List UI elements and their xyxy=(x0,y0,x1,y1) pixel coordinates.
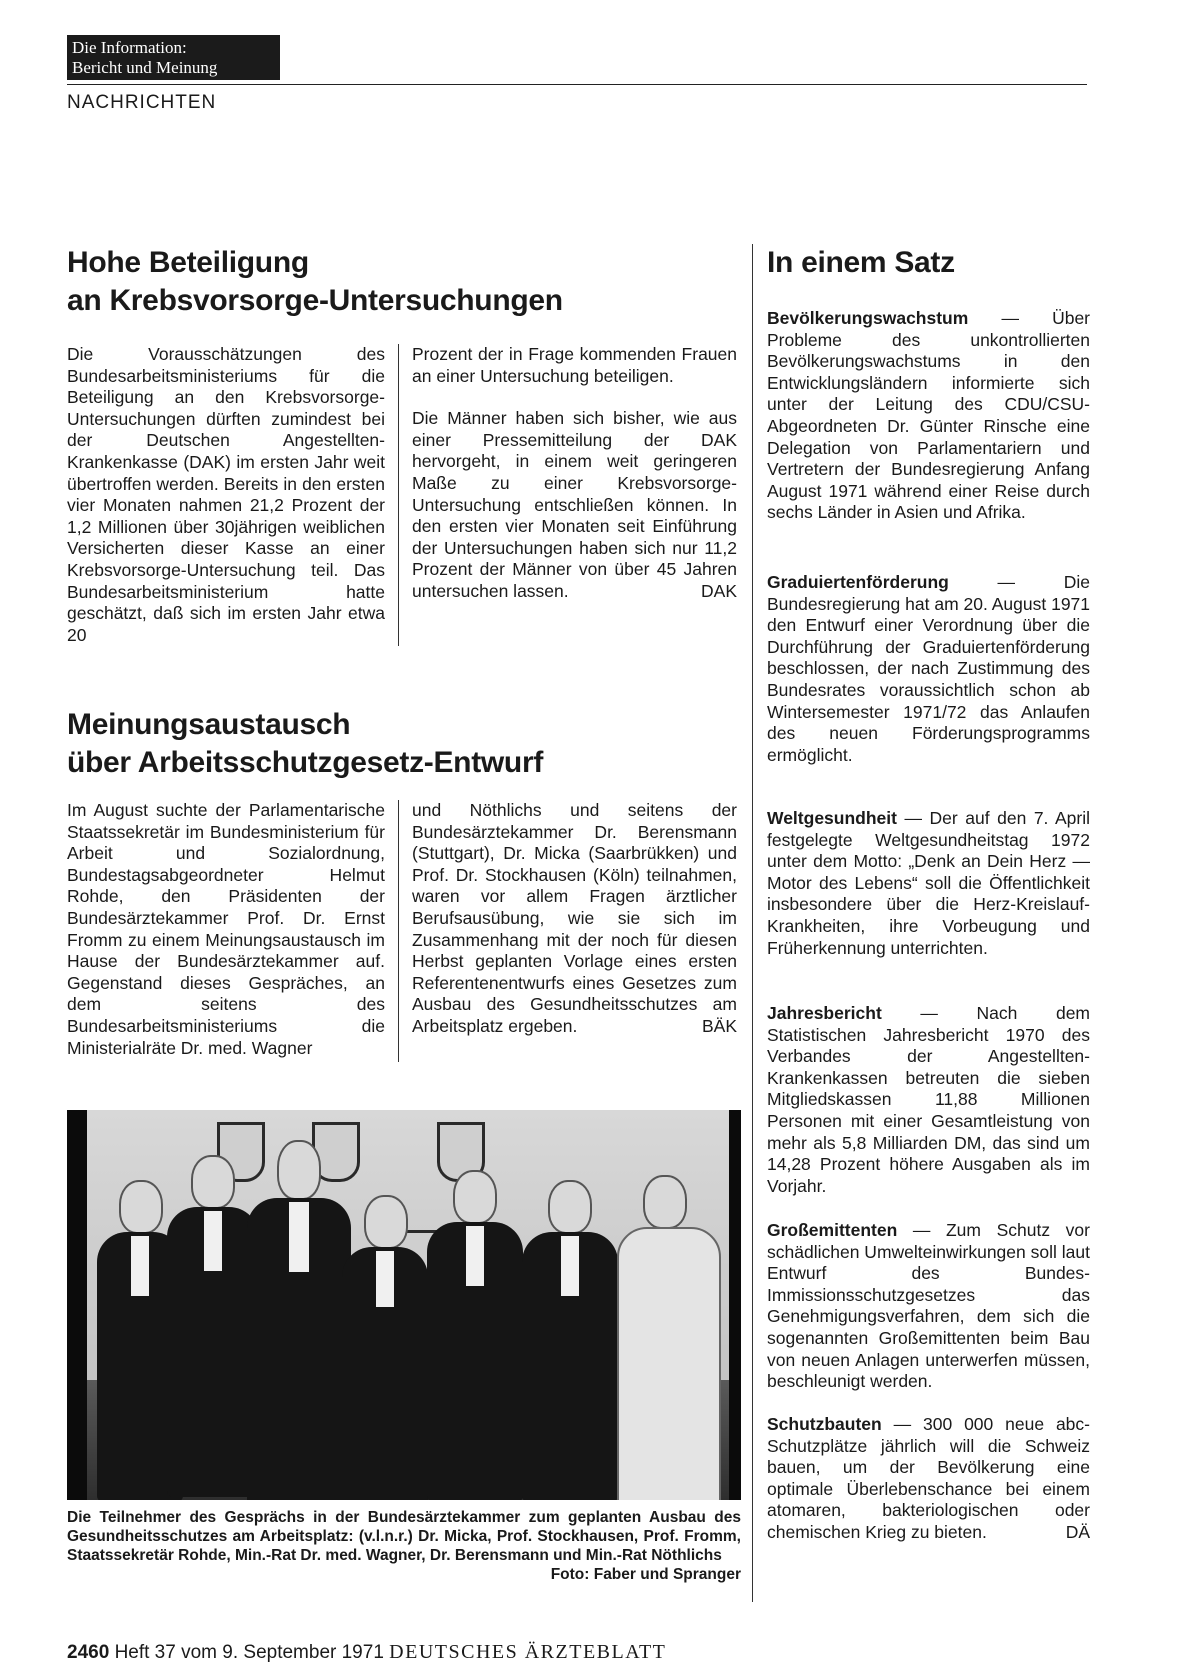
person-head xyxy=(277,1140,321,1200)
person-shirt xyxy=(376,1251,394,1307)
article1-col1-text: Die Vorausschätzungen des Bundesarbeitsministeriums für die Beteiligung an den Krebsvorsorge-Untersuchungen dürften zumindest bei der Deutschen Angestellten-Krankenkasse (DAK) im ersten Jahr weit übertroffen werden. Bereits in den ersten vier Monaten nahmen 21,2 Prozent der 1,2 Millionen über 30jährigen weiblichen Versicherten dieser Kasse an einer Krebsvorsorge-Untersuchung teil. Das Bundesarbeitsministerium hatte geschätzt, daß sich im ersten Jahr etwa 20 xyxy=(67,344,385,645)
column-divider xyxy=(398,800,399,1062)
caption-text: Die Teilnehmer des Gesprächs in der Bundesärztekammer zum geplanten Ausbau des Gesundheitsschutzes am Arbeitsplatz: (v.l.n.r.) Dr. Micka, Prof. Stockhausen, Prof. Fromm, Staatssekretär Rohde, Min.-Rat Dr. med. Wagner, Dr. Berensmann und Min.-Rat Nöthlichs xyxy=(67,1509,741,1564)
photo-credit: Foto: Faber und Spranger xyxy=(550,1566,741,1583)
sidebar-item xyxy=(767,1003,1090,1217)
sidebar-item xyxy=(767,572,1090,786)
sidebar-keyword: Weltgesundheit xyxy=(767,808,897,828)
page-footer xyxy=(67,1641,666,1664)
sidebar-keyword: Graduiertenförderung xyxy=(767,572,949,592)
section-label: NACHRICHTEN xyxy=(67,92,217,113)
person-shirt xyxy=(466,1226,484,1286)
header-rule xyxy=(67,84,1087,85)
sidebar-source: DÄ xyxy=(1065,1521,1090,1542)
person-shirt xyxy=(289,1202,309,1272)
sidebar-keyword: Schutzbauten xyxy=(767,1414,882,1434)
sidebar-title: In einem Satz xyxy=(767,246,955,279)
sidebar-body: — 300 000 neue abc-Schutzplätze jährlich will die Schweiz bauen, um der Bevölkerung eine optimale Überlebenschance bei einem atomaren, bakteriologischen oder chemischen Krieg zu bieten. xyxy=(767,1414,1090,1542)
article1-title-line1: Hohe Beteiligung xyxy=(67,246,309,279)
sidebar-keyword: Großemittenten xyxy=(767,1220,898,1240)
sidebar-body: — Der auf den 7. April festgelegte Weltgesundheitstag 1972 unter dem Motto: „Denk an Dein Herz — Motor des Lebens“ soll die Öffentlichkeit insbesondere über die Herz-Kreislauf-Krankheiten, ihre Vorbeugung und Früherkennung unterrichten. xyxy=(767,808,1090,958)
person-head xyxy=(364,1195,408,1249)
article1-col2-para2 xyxy=(412,408,737,602)
photo-right-edge xyxy=(729,1110,741,1500)
sidebar-body: — Die Bundesregierung hat am 20. August 1971 den Entwurf einer Verordnung über die Durchführung der Graduiertenförderung beschlossen, der nach Zustimmung des Bundesrates voraussichtlich schon ab Wintersemester 1971/72 das Anlaufen des neuen Förderungsprogramms ermöglicht. xyxy=(767,572,1091,765)
rubric-box xyxy=(67,35,280,80)
sidebar-body: — Nach dem Statistischen Jahresbericht 1970 des Verbandes der Angestellten-Krankenkassen betreuten die sieben Mitgliedskassen 11,88 Millionen Personen mit einer Gesamtleistung von mehr als 5,8 Milliarden DM, das sind um 14,28 Prozent höhere Ausgaben als im Vorjahr. xyxy=(767,1003,1090,1196)
sidebar-item-text xyxy=(767,572,1090,766)
article2-col2-para xyxy=(412,800,737,1038)
sidebar-body: — Über Probleme des unkontrollierten Bevölkerungswachstums in den Entwicklungsländern informierte sich unter der Leitung des CDU/CSU-Abgeordneten Dr. Günter Rinsche eine Delegation von Parlamentariern und Vertretern der Bundesregierung Anfang August 1971 während einer Reise durch sechs Länder in Asien und Afrika. xyxy=(767,308,1090,523)
person-head xyxy=(119,1180,163,1234)
sidebar-item xyxy=(767,1220,1090,1413)
sidebar-divider xyxy=(752,244,753,1602)
article2-title-line2: über Arbeitsschutzgesetz-Entwurf xyxy=(67,746,544,779)
page-number: 2460 xyxy=(67,1642,110,1663)
article2-column-2 xyxy=(412,800,737,1038)
article2-col2-text: und Nöthlichs und seitens der Bundesärztekammer Dr. Berensmann (Stuttgart), Dr. Micka (Saarbrükken) und Prof. Dr. Stockhausen (Köln) teilnahmen, waren vor allem Fragen ärztlicher Berufsausübung, wie sie sich im Zusammenhang mit der noch für diesen Herbst geplanten Vorlage eines ersten Referentenentwurfs eines Gesetzes zum Ausbau des Gesundheitsschutzes am Arbeitsplatz ergeben. xyxy=(412,800,737,1036)
photo-left-edge xyxy=(67,1110,87,1500)
article2-column-1 xyxy=(67,800,385,1059)
sidebar-keyword: Bevölkerungswachstum xyxy=(767,308,969,328)
article2-title-line1: Meinungsaustausch xyxy=(67,708,351,741)
sidebar-keyword: Jahresbericht xyxy=(767,1003,882,1023)
rubric-line-2: Bericht und Meinung xyxy=(72,58,218,77)
person-head xyxy=(643,1175,687,1229)
person-head xyxy=(191,1155,235,1209)
article2-title xyxy=(67,706,543,782)
sidebar-item-text xyxy=(767,308,1090,524)
person-shirt xyxy=(204,1211,222,1271)
masthead: DEUTSCHES ÄRZTEBLATT xyxy=(389,1641,667,1663)
article1-col2-text: Die Männer haben sich bisher, wie aus einer Pressemitteilung der DAK hervorgeht, in einem weit geringeren Maße zu einer Krebsvorsorge-Untersuchung entschließen können. In den ersten vier Monaten seit Einführung der Untersuchungen haben sich nur 11,2 Prozent der Männer von über 45 Jahren untersuchen lassen. xyxy=(412,408,737,601)
rubric-line-1: Die Information: xyxy=(72,38,187,57)
article1-col2-para1: Prozent der in Frage kommenden Frauen an einer Untersuchung beteiligen. xyxy=(412,344,737,386)
person-shirt xyxy=(131,1236,149,1296)
group-photo xyxy=(67,1110,741,1500)
article1-title xyxy=(67,244,563,320)
article1-title-line2: an Krebsvorsorge-Untersuchungen xyxy=(67,284,563,317)
issue-info: Heft 37 vom 9. September 1971 xyxy=(114,1642,384,1663)
article2-source: BÄK xyxy=(701,1015,737,1036)
photo-caption xyxy=(67,1508,741,1584)
article1-column-1 xyxy=(67,344,385,646)
sidebar-item-text xyxy=(767,1003,1090,1197)
sidebar-item xyxy=(767,308,1090,544)
person-head xyxy=(548,1180,592,1234)
person-shirt xyxy=(561,1236,579,1296)
sidebar-item xyxy=(767,1414,1090,1564)
sidebar-body: — Zum Schutz vor schädlichen Umwelteinwirkungen soll laut Entwurf des Bundes-Immissionsschutzgesetzes das Genehmigungsverfahren, dem sich die sogenannten Großemittenten beim Bau von neuen Anlagen unterwerfen müssen, beschleunigt werden. xyxy=(767,1220,1090,1392)
article1-source: DAK xyxy=(701,580,737,601)
person-head xyxy=(453,1170,497,1224)
article1-column-2 xyxy=(412,344,737,603)
article2-col1-text: Im August suchte der Parlamentarische Staatssekretär im Bundesministerium für Arbeit und Sozialordnung, Bundestagsabgeordneter Helmut Rohde, den Präsidenten der Bundesärztekammer Prof. Dr. Ernst Fromm zu einem Meinungsaustausch im Hause der Bundesärztekammer auf. Gegenstand dieses Gespräches, an dem seitens des Bundesarbeitsministeriums die Ministerialräte Dr. med. Wagner xyxy=(67,800,385,1058)
column-divider xyxy=(398,344,399,646)
person-suit xyxy=(617,1227,721,1500)
sidebar-item-text xyxy=(767,808,1090,959)
sidebar-item-text xyxy=(767,1220,1090,1393)
sidebar-item-text xyxy=(767,1414,1090,1544)
sidebar-item xyxy=(767,808,1090,979)
